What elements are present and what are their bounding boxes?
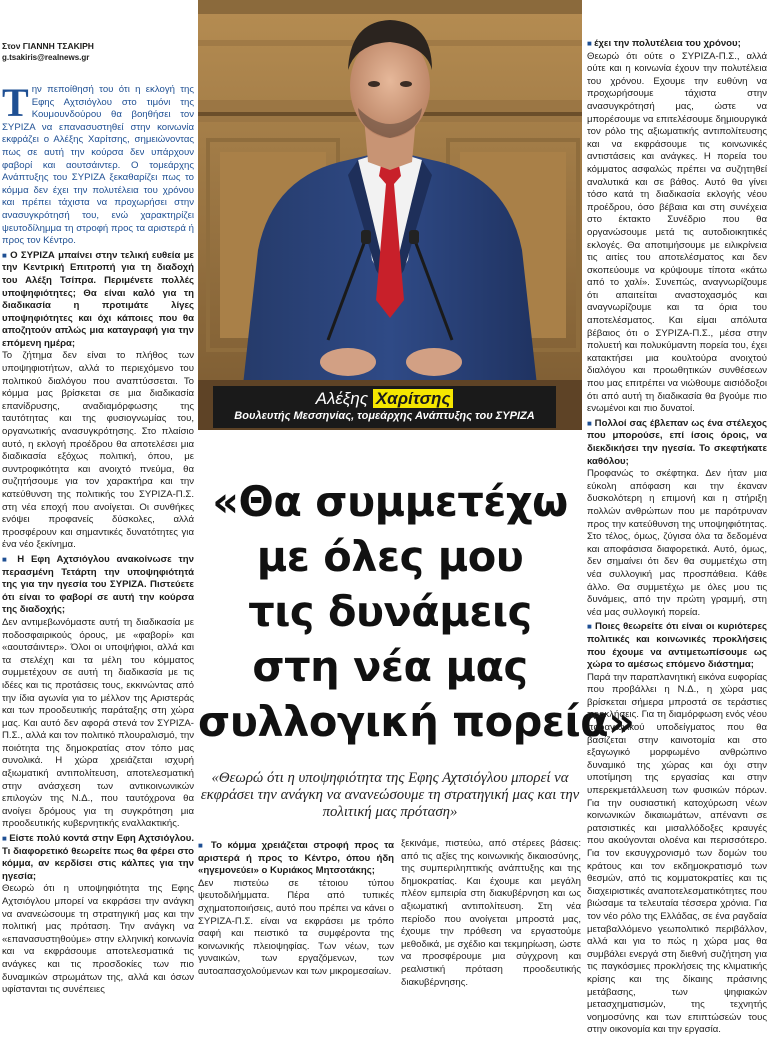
headline-line-2: με όλες μου [256, 532, 524, 581]
byline-email: g.tsakiris@realnews.gr [2, 53, 90, 62]
answer-6: Προφανώς το σκέφτηκα. Δεν ήταν μια εύκολη απόφαση και την έκαναν δυσκολότερη η επιμονή και η στήριξη πολλών ανθρώπων που με παρότρυναν προς την κατεύθυνση της υποψηφιότητας. Στο τέλος, όμως, ζύγισα όλα τα δεδομένα και αποφάσισα διαφορετικά. Αυτό, όμως, δεν σημαίνει ότι δεν θα συμμετέχω στη νέα συλλογική μας προσπάθεια. Κάθε άλλο. Θα συμμετέχω με όλες μου τις δυνάμεις, από την πρώτη γραμμή, στη νέα μας συλλογική πορεία. [587, 468, 767, 618]
answer-3: Θεωρώ ότι η υποψηφιότητα της Εφης Αχτσιόγλου μπορεί να εκφράσει την ανάγκη να ανανεώσουμε τη στρατηγική μας και την πολιτική μας πρόταση. Την ανάγκη να «επανασυστηθούμε» στην ελληνική κοινωνία και να εκφράσουμε αποτελεσματικά τις ανάγκες και τις προσδοκίες των πιο δυναμικών στρωμάτων της, αλλά και όσων υφίστανται τις συνέπειες [2, 883, 194, 996]
question-2: ■ Η Εφη Αχτσιόγλου ανακοίνωσε την περασμένη Τετάρτη την υποψηφιότητά της για την ηγεσία του ΣΥΡΙΖΑ. Πιστεύετε ότι είναι το φαβορί σε αυτή την κούρσα της διαδοχής; [2, 554, 194, 617]
byline-author: Στον ΓΙΑΝΝΗ ΤΣΑΚΙΡΗ [2, 41, 94, 51]
caption-name [213, 389, 556, 409]
headline-line-3: τις δυνάμεις [248, 587, 532, 636]
article-column-2 [198, 838, 394, 977]
answer-7: Παρά την παραπλανητική εικόνα ευφορίας που προβάλλει η Ν.Δ., η χώρα μας βρίσκεται σήμερα μπροστά σε τεράστιες προκλήσεις. Για τη διαμόρφωση ενός νέου παραγωγικού υποδείγματος που θα βασίζεται στην καινοτομία και στο εξαγωγικό μορφωμένο ανθρώπινο δυναμικό της χώρας και όχι στην υποτίμηση της εργασίας και στην υπερεκμετάλλευση των φυσικών πόρων. Για την ουσιαστική κατοχύρωση νέων κοινωνικών δικαιωμάτων, απέναντι σε ρατσιστικές και μισαλλόδοξες κραυγές που ακούγονται ολοένα και περισσότερο. Για τον εκσυγχρονισμό των δομών του κράτους και τον εκδημοκρατισμό των θεσμών, από τις κομματοκρατίες και τις διαχειριστικές αναποτελεσματικότητες που βιώσαμε τα τελευταία τέσσερα χρόνια. Για τον νέο ρόλο της Ελλάδας, σε ένα ραγδαία μεταβαλλόμενο γεωπολιτικό περιβάλλον, αλλά και για το πώς η χώρα μας θα συμβάλει ενεργά στη διεθνή συζήτηση για τις παγκόσμιες προκλήσεις της κλιματικής κρίσης και της δίκαιης πράσινης μετάβασης, των ψηφιακών μετασχηματισμών, της τεχνητής νοημοσύνης και των επιπτώσεών τους στην οικονομία και την εργασία. [587, 671, 767, 1036]
question-1: ■ Ο ΣΥΡΙΖΑ μπαίνει στην τελική ευθεία με την Κεντρική Επιτροπή για τη διαδοχή του Αλέξη Τσίπρα. Περιμένετε πολλές υποψηφιότητες; Θα είναι καλό για τη διαδικασία η προτιμάτε λίγες υποψηφιότητες και όχι κάποιες που θα αποζητούν απλώς μια καταγραφή για την επόμενη ημέρα; [2, 250, 194, 351]
pull-quote: «Θεωρώ ότι η υποψηφιότητα της Εφης Αχτσιόγλου μπορεί να εκφράσει την ανάγκη να ανανεώσουμε τη στρατηγική μας και την πολιτική μας πρόταση» [200, 770, 580, 820]
article-column-2b [401, 838, 581, 988]
answer-1: Το ζήτημα δεν είναι το πλήθος των υποψηφιοτήτων, αλλά το περιεχόμενο του πολιτικού διαλόγου που αναπτύσσεται. Το κόμμα μας βρίσκεται σε μια διαδικασία επανίδρυσης, αναδιαμόρφωσης της ταυτότητας και της φυσιογνωμίας του, οργανωτικής ανασυγκρότησης. Στο πλαίσιο αυτό, η εκλογή προέδρου θα αποτελέσει μια διαδικασία εξόχως πολιτική, όπου, με συντροφικότητα και ανοιχτό πνεύμα, θα συζητήσουμε για τον χαρακτήρα και την κατεύθυνση της πολιτικής του ΣΥΡΙΖΑ-Π.Σ. στη νέα εποχή που ανοίγεται. Οι συνθήκες ενόψει προφανείς δύσκολες, αλλά προσφέρουν και σημαντικές δυνατότητες για ένα νέο ξεκίνημα. [2, 350, 194, 551]
caption-role: Βουλευτής Μεσσηνίας, τομεάρχης Ανάπτυξης του ΣΥΡΙΖΑ [234, 410, 535, 422]
answer-4-continued: ξεκινάμε, πιστεύω, από στέρεες βάσεις: από τις αξίες της κοινωνικής δικαιοσύνης, της συμπεριληπτικής ανάπτυξης και της δημοκρατίας. Και έχουμε και μεγάλη πλέον εμπειρία στη διακυβέρνηση και ως αξιωματική αντιπολίτευση. Στη νέα περίοδο που ανοίγεται μπροστά μας, έχουμε την πρόθεση να εργαστούμε μεθοδικά, με σχέδιο και τεκμηρίωση, ώστε να προσφέρουμε μια σύγχρονη και ρεαλιστική πρόταση προοδευτικής διακυβέρνησης. [401, 838, 581, 988]
drop-cap: Τ [2, 80, 29, 125]
caption-first-name: Αλέξης [315, 389, 369, 408]
question-4: ■ Το κόμμα χρειάζεται στροφή προς τα αριστερά ή προς το Κέντρο, όπου ήδη «ηγεμονεύει» ο Κυριάκος Μητσοτάκης; [198, 840, 394, 878]
photo-caption [213, 386, 556, 428]
question-6: ■ Πολλοί σας έβλεπαν ως ένα στέλεχος που μπορούσε, επί ίσοις όροις, να διεκδικήσει την ηγεσία. Το σκεφτήκατε καθόλου; [587, 418, 767, 468]
caption-last-name: Χαρίτσης [373, 389, 454, 408]
question-7: ■ Ποιες θεωρείτε ότι είναι οι κυριότερες πολιτικές και κοινωνικές προκλήσεις που έχουμε να αντιμετωπίσουμε ως χώρα το αμέσως επόμενο διάστημα; [587, 621, 767, 671]
headline-line-5: συλλογική πορεία» [198, 697, 635, 746]
headline [198, 474, 635, 749]
answer-5: Θεωρώ ότι ούτε ο ΣΥΡΙΖΑ-Π.Σ., αλλά ούτε και η κοινωνία έχουν την πολυτέλεια του χρόνου. Εχουμε την ευθύνη να προχωρήσουμε τάχιστα στην ανασυγκρότησή μας, ώστε να μπορέσουμε να επιτελέσουμε δημιουργικά τον ρόλο της αξιωματικής αντιπολίτευσης και να εκφράσουμε τις κοινωνικές αντιστάσεις και ανάγκες. Η πορεία του κόμματος ασφαλώς πρέπει να συζητηθεί αναλυτικά και σε βάθος. Αυτό θα γίνει τόσο κατά τη διαδικασία εκλογής νέου προέδρου, όσο βέβαια και στη συνέχεια στο έκτακτο Συνέδριο που θα οργανώσουμε μετά τις αυτοδιοικητικές εκλογές. Θα αποτιμήσουμε με ειλικρίνεια τις αιτίες του αποτελέσματος και δεν σκοπεύουμε να κρύψουμε τίποτα «κάτω από το χαλί». Συνεπώς, αναγνωρίζουμε ότι απαιτείται αναστοχασμός και αναγνωρίζουμε και τα όρια του αποτελέσματος. Και είμαι απόλυτα βέβαιος ότι ο ΣΥΡΙΖΑ-Π.Σ., μέσα στην πολυετή και πολυκύμαντη πορεία του, έχει κατακτήσει μια κουλτούρα ανοιχτού διαλόγου και προωθητικών συνθέσεων που μας επιτρέπει να νιώθουμε αισιόδοξοι ότι από αυτή τη διαδικασία θα βγούμε πιο ενωμένοι και πιο δυνατοί. [587, 50, 767, 415]
headline-line-4: στη νέα μας [252, 642, 528, 691]
lead-text: ην πεποίθησή του ότι η εκλογή της Εφης Αχτσιόγλου στο τιμόνι της Κουμουνδούρου θα βοηθήσει τον ΣΥΡΙΖΑ να επανασυστηθεί στην κοινωνία εκφράζει ο Αλέξης Χαρίτσης, σημειώνοντας πως σε αυτή την κούρσα δεν υπάρχουν φαβορί και αουτσάιντερ. Ο τομεάρχης Ανάπτυξης του ΣΥΡΙΖΑ ξεκαθαρίζει πως το κόμμα δεν έχει την πολυτέλεια του χρόνου και πρέπει τάχιστα να προχωρήσει στην ανασυγκρότησή του, ενώ χαρακτηρίζει ψευτοδίλημμα τη στροφή προς τα αριστερά ή προς τον Κέντρο. [2, 84, 194, 247]
article-column-3 [587, 38, 768, 1036]
lead-paragraph [2, 80, 194, 248]
answer-4: Δεν πιστεύω σε τέτοιου τύπου ψευτοδιλήμματα. Πέρα από τυπικές σχηματοποιήσεις, αυτό που πρέπει να κάνει ο ΣΥΡΙΖΑ-Π.Σ. είναι να εκφράσει με τρόπο σαφή και πειστικό τα συμφέροντα της κοινωνικής πλειοψηφίας. Των νέων, των γυναικών, των εργαζόμενων, των αυτοαπασχολούμενων και των μικρομεσαίων. [198, 877, 394, 977]
answer-2: Δεν αντιμεβωνόμαστε αυτή τη διαδικασία με ποδοσφαιρικούς όρους, με «φαβορί» και «αουτσάιντερ». Όλοι οι υποψήφιοι, αλλά και τα στελέχη και τα μέλη του κόμματος συμμετέχουν σε αυτή τη διαδικασία με τις ιδέες και τις προτάσεις τους, εκκινώντας από την ίδια αγωνία για το μέλλον της Αριστεράς και των προοδευτικής παράταξης στη χώρα μας. Και αυτό δεν αφορά στενά τον ΣΥΡΙΖΑ-Π.Σ., αλλά και τον πολιτικό πλουραλισμό, την ποιότητα της δημοκρατίας στον τόπο μας συνολικά. Η χώρα χρειάζεται ισχυρή αξιωματική αντιπολίτευση, αποτελεσματική στην ανάσχεση των αντικοινωνικών επιλογών της Ν.Δ., που ταυτόχρονα θα ανοίγει δρόμους για τη συγκρότηση μια προοδευτικής κυβερνητικής εναλλακτικής. [2, 616, 194, 830]
question-continued: ■ έχει την πολυτέλεια του χρόνου; [587, 38, 767, 51]
article-column-1 [2, 80, 194, 996]
byline [2, 40, 122, 64]
politician-photo [198, 0, 582, 430]
photo-illustration [198, 0, 582, 430]
headline-line-1: «Θα συμμετέχω [212, 477, 568, 526]
question-3: ■ Είστε πολύ κοντά στην Εφη Αχτσιόγλου. Τι διαφορετικό θεωρείτε πως θα φέρει στο κόμμα, αν κερδίσει στις κάλπες για την ηγεσία; [2, 833, 194, 883]
